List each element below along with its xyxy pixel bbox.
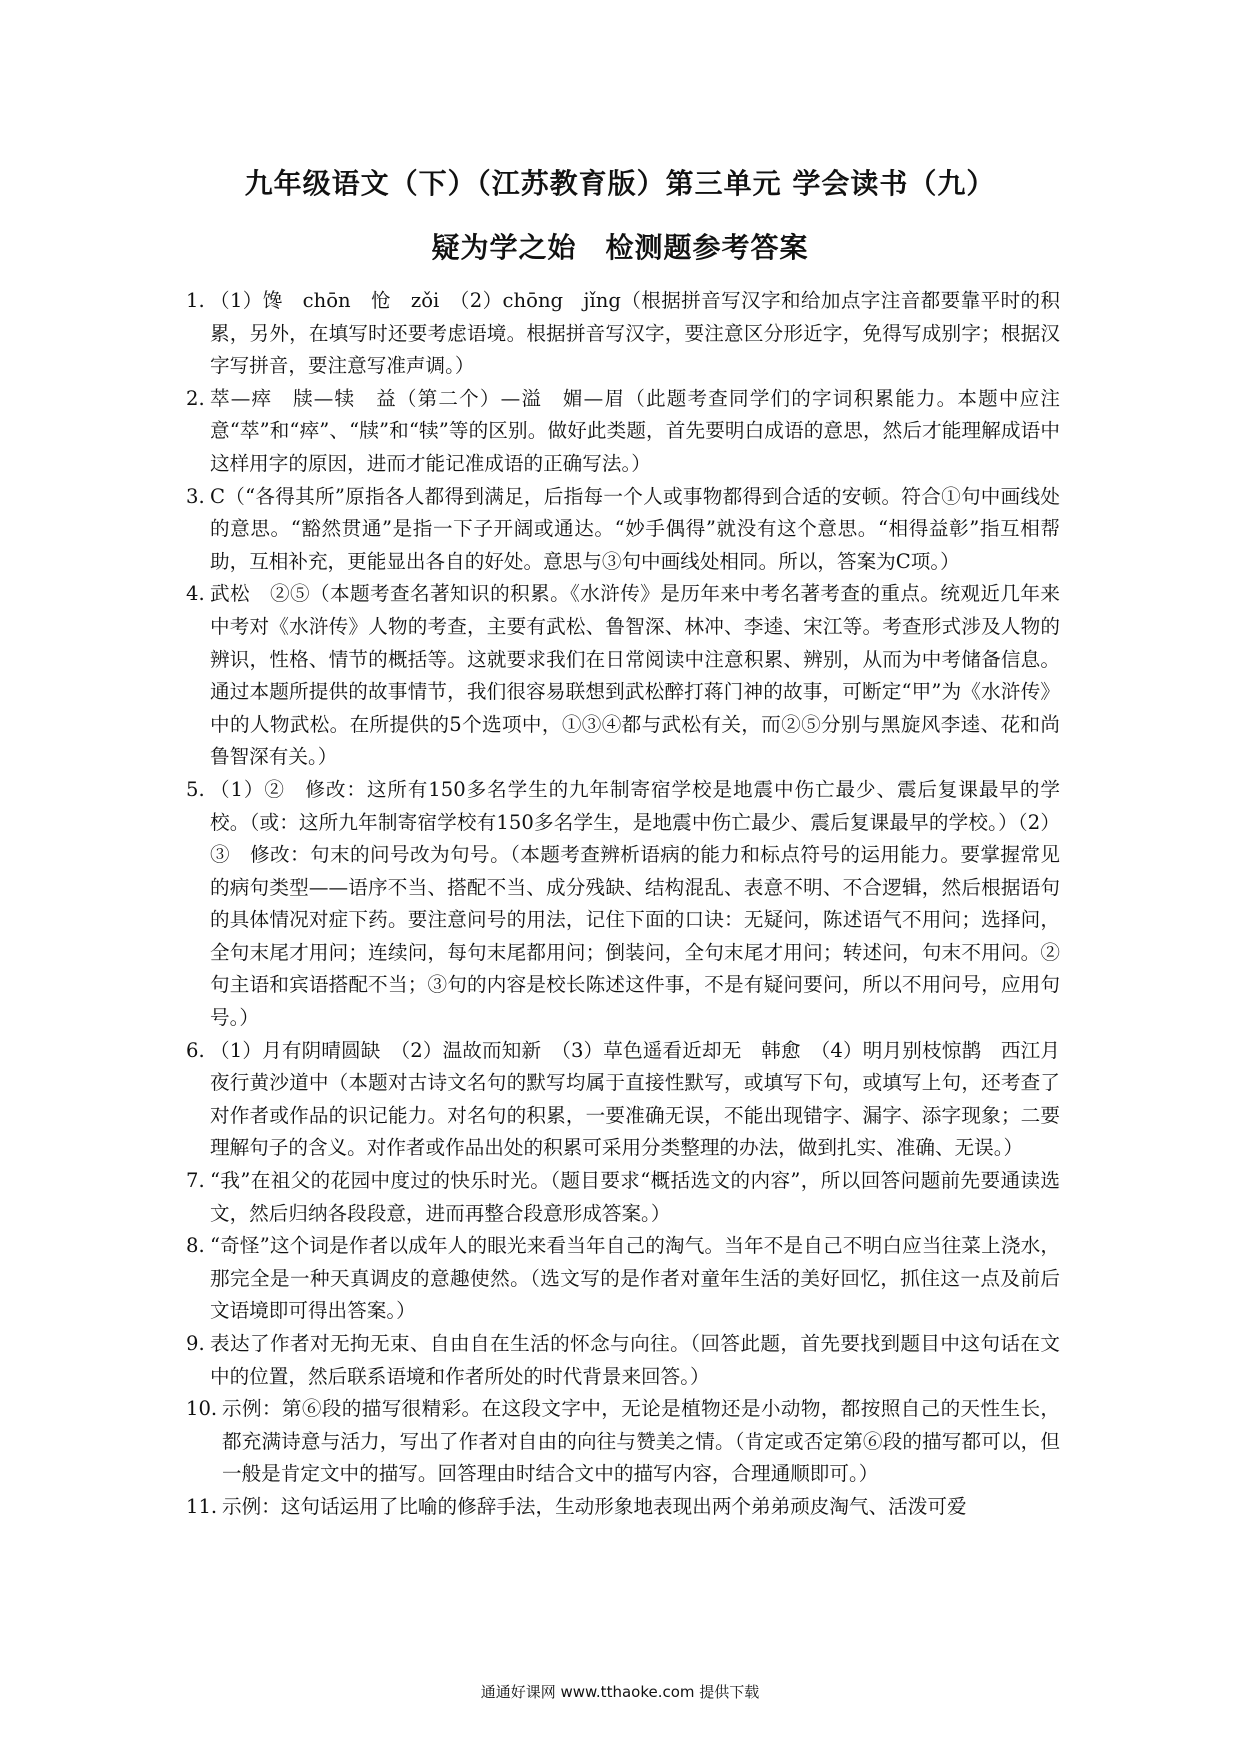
answer-item-4 [186,578,1060,774]
page-title: 九年级语文（下）（江苏教育版）第三单元 学会读书（九） [244,167,996,200]
answer-number: 2. [186,386,205,410]
answer-text: 武松 ②⑤（本题考查名著知识的积累。《水浒传》是历年来中考名著考查的重点。统观近几年来中考对《水浒传》人物的考查，主要有武松、鲁智深、林冲、李逵、宋江等。考查形式涉及人物的辨识，性格、情节的概括等。这就要求我们在日常阅读中注意积累、辨别，从而为中考储备信息。通过本题所提供的故事情节，我们很容易联想到武松醉打蒋门神的故事，可断定“甲”为《水浒传》中的人物武松。在所提供的5个选项中，①③④都与武松有关，而②⑤分别与黑旋风李逵、花和尚鲁智深有关。） [210,582,1060,769]
answer-item-5 [186,774,1060,1035]
answer-text: C（“各得其所”原指各人都得到满足，后指每一个人或事物都得到合适的安顿。符合①句中画线处的意思。“豁然贯通”是指一下子开阔或通达。“妙手偶得”就没有这个意思。“相得益彰”指互相帮助，互相补充，更能显出各自的好处。意思与③句中画线处相同。所以，答案为C项。） [210,484,1060,573]
answer-item-6 [186,1035,1080,1165]
answer-text: 萃—瘁 牍—犊 益（第二个）—溢 媚—眉（此题考查同学们的字词积累能力。本题中应注意“萃”和“瘁”、“牍”和“犊”等的区别。做好此类题，首先要明白成语的意思，然后才能理解成语中这样用字的原因，进而才能记准成语的正确写法。） [210,386,1060,475]
answer-number: 3. [186,484,205,508]
answer-number: 9. [186,1332,205,1355]
answer-text: （1）馋 chōn 怆 zǒi （2）chōng jǐng（根据拼音写汉字和给加点字注音都要靠平时的积累，另外，在填写时还要考虑语境。根据拼音写汉字，要注意区分形近字，免得写成别字；根据汉字写拼音，要注意写准声调。） [210,289,1060,378]
answer-text: （1）月有阴晴圆缺 （2）温故而知新 （3）草色遥看近却无 韩愈 （4）明月别枝惊鹊 西江月 夜行黄沙道中（本题对古诗文名句的默写均属于直接性默写，或填写下句，或填写上句，还考查了对作者或作品的识记能力。对名句的积累，一要准确无误，不能出现错字、漏字、添字现象；二要理解句子的含义。对作者或作品出处的积累可采用分类整理的办法，做到扎实、准确、无误。） [210,1038,1080,1160]
answer-number: 8. [186,1234,205,1258]
answer-item-10 [186,1393,1060,1491]
answer-text: （1）② 修改：这所有150多名学生的九年制寄宿学校是地震中伤亡最少、震后复课最早的学校。（或：这所九年制寄宿学校有150多名学生，是地震中伤亡最少、震后复课最早的学校。）（2）③ 修改：句末的问号改为句号。（本题考查辨析语病的能力和标点符号的运用能力。要掌握常见的病句类型——语序不当、搭配不当、成分残缺、结构混乱、表意不明、不合逻辑，然后根据语句的具体情况对症下药。要注意问号的用法，记住下面的口诀：无疑问，陈述语气不用问；选择问，全句末尾才用问；连续问，每句末尾都用问；倒装问，全句末尾才用问；转述问，句末不用问。②句主语和宾语搭配不当；③句的内容是校长陈述这件事，不是有疑问要问，所以不用问号，应用句号。） [210,777,1060,1030]
footer-source: 通通好课网 www.tthaoke.com 提供下载 [480,1683,760,1701]
answer-list [186,285,1080,1524]
answer-item-3 [186,481,1060,579]
answer-item-2 [186,383,1060,481]
answer-text: “奇怪”这个词是作者以成年人的眼光来看当年自己的淘气。当年不是自己不明白应当往菜上浇水，那完全是一种天真调皮的意趣使然。（选文写的是作者对童年生活的美好回忆，抓住这一点及前后文语境即可得出答案。） [210,1234,1060,1323]
answer-number: 7. [186,1169,205,1193]
answer-text: 示例：这句话运用了比喻的修辞手法，生动形象地表现出两个弟弟顽皮淘气、活泼可爱 [222,1494,967,1518]
answer-number: 1. [186,289,205,312]
answer-number: 5. [186,777,205,801]
answer-number: 10. [186,1397,218,1421]
answer-text: 示例：第⑥段的描写很精彩。在这段文字中，无论是植物还是小动物，都按照自己的天性生长，都充满诗意与活力，写出了作者对自由的向往与赞美之情。（肯定或否定第⑥段的描写都可以，但一般是肯定文中的描写。回答理由时结合文中的描写内容，合理通顺即可。） [222,1397,1060,1486]
page-subtitle: 疑为学之始 检测题参考答案 [431,231,809,264]
answer-text: “我”在祖父的花园中度过的快乐时光。（题目要求“概括选文的内容”，所以回答问题前先要通读选文，然后归纳各段段意，进而再整合段意形成答案。） [210,1169,1060,1225]
answer-item-8 [186,1230,1060,1328]
answer-item-1 [186,285,1060,383]
answer-number: 11. [186,1494,218,1518]
answer-number: 4. [186,582,205,606]
answer-item-7 [186,1165,1060,1230]
answer-item-9 [186,1328,1060,1393]
answer-text: 表达了作者对无拘无束、自由自在生活的怀念与向往。（回答此题，首先要找到题目中这句话在文中的位置，然后联系语境和作者所处的时代背景来回答。） [210,1332,1060,1388]
answer-item-11 [186,1491,1060,1524]
answer-number: 6. [186,1038,205,1062]
